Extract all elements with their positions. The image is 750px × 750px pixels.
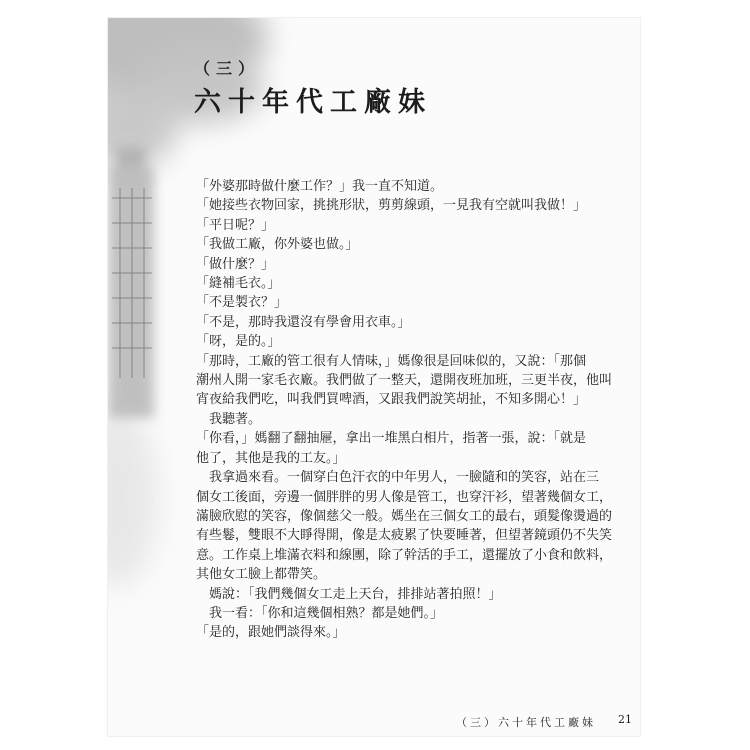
paragraph-line: 「我做工廠，你外婆也做。」 [196, 237, 359, 253]
paragraph-line: 「呀，是的。」 [196, 334, 281, 350]
chapter-title: 六十年代工廠妹 [194, 87, 432, 118]
paragraph-line: 媽說：「我們幾個女工走上天台，排排站著拍照！」 [209, 586, 502, 602]
paragraph-line: 他了，其他是我的工友。」 [196, 450, 346, 466]
book-page [108, 18, 640, 736]
paragraph-line: 「做什麼？」 [196, 256, 275, 272]
paragraph-line: 「是的，跟她們談得來。」 [196, 625, 346, 641]
paragraph-line: 滿臉欣慰的笑容，像個慈父一般。媽坐在三個女工的最右，頭髮像燙過的 [196, 508, 613, 524]
paragraph-line: 「不是，那時我還沒有學會用衣車。」 [196, 314, 411, 330]
paragraph-line: 「不是製衣？」 [196, 295, 288, 311]
paragraph-line: 「平日呢？」 [196, 217, 275, 233]
running-title: （三）六十年代工廠妹 [456, 716, 596, 729]
paragraph-line: 我一看：「你和這幾個相熟？都是她們。」 [209, 605, 444, 621]
paragraph-line: 我聽著。 [209, 411, 262, 427]
paragraph-line: 宵夜給我們吃，叫我們買啤酒，又跟我們說笑胡扯，不知多開心！」 [196, 392, 587, 408]
paragraph-line: 我拿過來看。一個穿白色汗衣的中年男人，一臉隨和的笑容，站在三 [209, 470, 600, 486]
paragraph-line: 「你看，」媽翻了翻抽屜，拿出一堆黑白相片，指著一張，說：「就是 [196, 431, 587, 447]
paragraph-line: 「縫補毛衣。」 [196, 276, 281, 292]
paragraph-line: 其他女工臉上都帶笑。 [196, 567, 327, 583]
paragraph-line: 「她接些衣物回家，挑挑形狀，剪剪線頭，一見我有空就叫我做！」 [196, 198, 587, 214]
paragraph-line: 意。工作桌上堆滿衣料和線團，除了幹活的手工，還擺放了小食和飲料， [196, 547, 613, 563]
paragraph-line: 有些鬈，雙眼不大睜得開，像是太疲累了快要睡著，但望著鏡頭仍不失笑 [196, 528, 613, 544]
section-number: （三） [194, 59, 261, 78]
paragraph-line: 「那時，工廠的管工很有人情味，」媽像很是回味似的，又說：「那個 [196, 353, 587, 369]
body-text [196, 177, 613, 643]
page-number: 21 [618, 713, 632, 726]
paragraph-line: 潮州人開一家毛衣廠。我們做了一整天，還開夜班加班，三更半夜，他叫 [196, 373, 613, 389]
paragraph-line: 「外婆那時做什麼工作？」我一直不知道。 [196, 179, 444, 194]
paragraph-line: 個女工後面，旁邊一個胖胖的男人像是管工，也穿汗衫，望著幾個女工， [196, 489, 613, 505]
